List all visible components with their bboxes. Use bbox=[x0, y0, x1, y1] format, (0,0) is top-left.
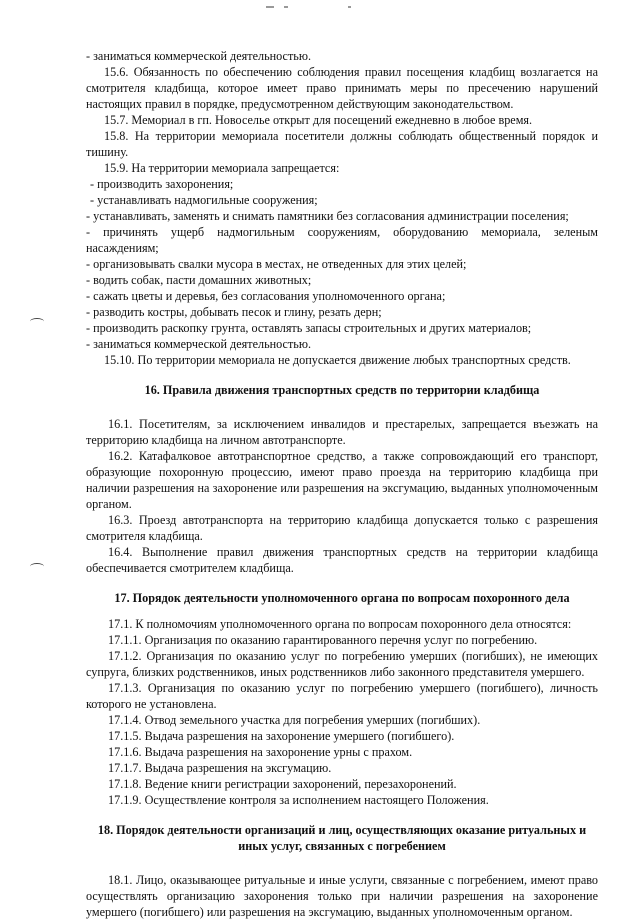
paragraph: 18.1. Лицо, оказывающее ритуальные и иные услуги, связанные с погребением, имеют право осуществлять организацию захоронения только при наличии разрешения на захоронение умершего (погибшего) или разрешения на эксгумацию, выданных уполномоченным органом. bbox=[86, 873, 598, 919]
scan-artifact bbox=[284, 6, 288, 8]
scan-artifact bbox=[30, 563, 44, 570]
scan-artifact bbox=[348, 6, 351, 8]
paragraph: 17.1. К полномочиям уполномоченного органа по вопросам похоронного дела относятся: bbox=[108, 617, 572, 631]
paragraph: 15.7. Мемориал в гп. Новоселье открыт для посещений ежедневно в любое время. bbox=[104, 113, 533, 127]
list-item: - водить собак, пасти домашних животных; bbox=[86, 273, 312, 287]
list-item: - заниматься коммерческой деятельностью. bbox=[86, 337, 312, 351]
section-heading-18: 18. Порядок деятельности организаций и лиц, осуществляющих оказание ритуальных и иных услуг, связанных с погребением bbox=[97, 823, 587, 853]
paragraph: 15.9. На территории мемориала запрещается: bbox=[104, 161, 340, 175]
list-item: - организовывать свалки мусора в местах, не отведенных для этих целей; bbox=[86, 257, 467, 271]
paragraph: 17.1.6. Выдача разрешения на захоронение урны с прахом. bbox=[108, 745, 413, 759]
list-item: - сажать цветы и деревья, без согласования уполномоченного органа; bbox=[86, 289, 446, 303]
section-heading-17: 17. Порядок деятельности уполномоченного органа по вопросам похоронного дела bbox=[114, 591, 570, 605]
paragraph: 17.1.9. Осуществление контроля за исполнением настоящего Положения. bbox=[108, 793, 489, 807]
document-body bbox=[86, 48, 598, 920]
paragraph: 15.10. По территории мемориала не допускается движение любых транспортных средств. bbox=[104, 353, 571, 367]
paragraph: 17.1.2. Организация по оказанию услуг по погребению умерших (погибших), не имеющих супруга, близких родственников, иных родственников либо законного представителя умершего. bbox=[86, 649, 598, 679]
paragraph: 16.3. Проезд автотранспорта на территорию кладбища допускается только с разрешения смотрителя кладбища. bbox=[86, 513, 598, 543]
paragraph: 17.1.4. Отвод земельного участка для погребения умерших (погибших). bbox=[108, 713, 481, 727]
paragraph: 17.1.7. Выдача разрешения на эксгумацию. bbox=[108, 761, 332, 775]
paragraph: 17.1.3. Организация по оказанию услуг по погребению умершего (погибшего), личность которого не установлена. bbox=[86, 681, 598, 711]
paragraph: 15.6. Обязанность по обеспечению соблюдения правил посещения кладбищ возлагается на смотрителя кладбища, которое имеет право принимать меры по пресечению нарушений настоящих правил в порядке, предусмотренном действующим законодательством. bbox=[86, 65, 598, 111]
list-item: - заниматься коммерческой деятельностью. bbox=[86, 49, 312, 63]
list-item: - причинять ущерб надмогильным сооружениям, оборудованию мемориала, зеленым насаждениям; bbox=[86, 225, 598, 255]
list-item: - устанавливать, заменять и снимать памятники без согласования администрации поселения; bbox=[86, 209, 569, 223]
paragraph: 15.8. На территории мемориала посетители должны соблюдать общественный порядок и тишину. bbox=[86, 129, 598, 159]
list-item: - устанавливать надмогильные сооружения; bbox=[90, 193, 318, 207]
paragraph: 16.1. Посетителям, за исключением инвалидов и престарелых, запрещается въезжать на территорию кладбища на личном автотранспорте. bbox=[86, 417, 598, 447]
paragraph: 17.1.5. Выдача разрешения на захоронение умершего (погибшего). bbox=[108, 729, 455, 743]
paragraph: 17.1.1. Организация по оказанию гарантированного перечня услуг по погребению. bbox=[108, 633, 538, 647]
list-item: - производить захоронения; bbox=[90, 177, 234, 191]
scan-artifact bbox=[266, 6, 274, 8]
list-item: - производить раскопку грунта, оставлять запасы строительных и других материалов; bbox=[86, 321, 532, 335]
list-item: - разводить костры, добывать песок и глину, резать дерн; bbox=[86, 305, 382, 319]
paragraph: 16.4. Выполнение правил движения транспортных средств на территории кладбища обеспечивается смотрителем кладбища. bbox=[86, 545, 598, 575]
scan-artifact bbox=[30, 318, 44, 325]
section-heading-16: 16. Правила движения транспортных средств по территории кладбища bbox=[144, 383, 540, 397]
paragraph: 17.1.8. Ведение книги регистрации захоронений, перезахоронений. bbox=[108, 777, 457, 791]
paragraph: 16.2. Катафалковое автотранспортное средство, а также сопровождающий его транспорт, образующие похоронную процессию, имеют право проезда на территорию кладбища при наличии разрешения на захоронение или разрешения на эксгумацию, выданных уполномоченным органом. bbox=[86, 449, 598, 511]
